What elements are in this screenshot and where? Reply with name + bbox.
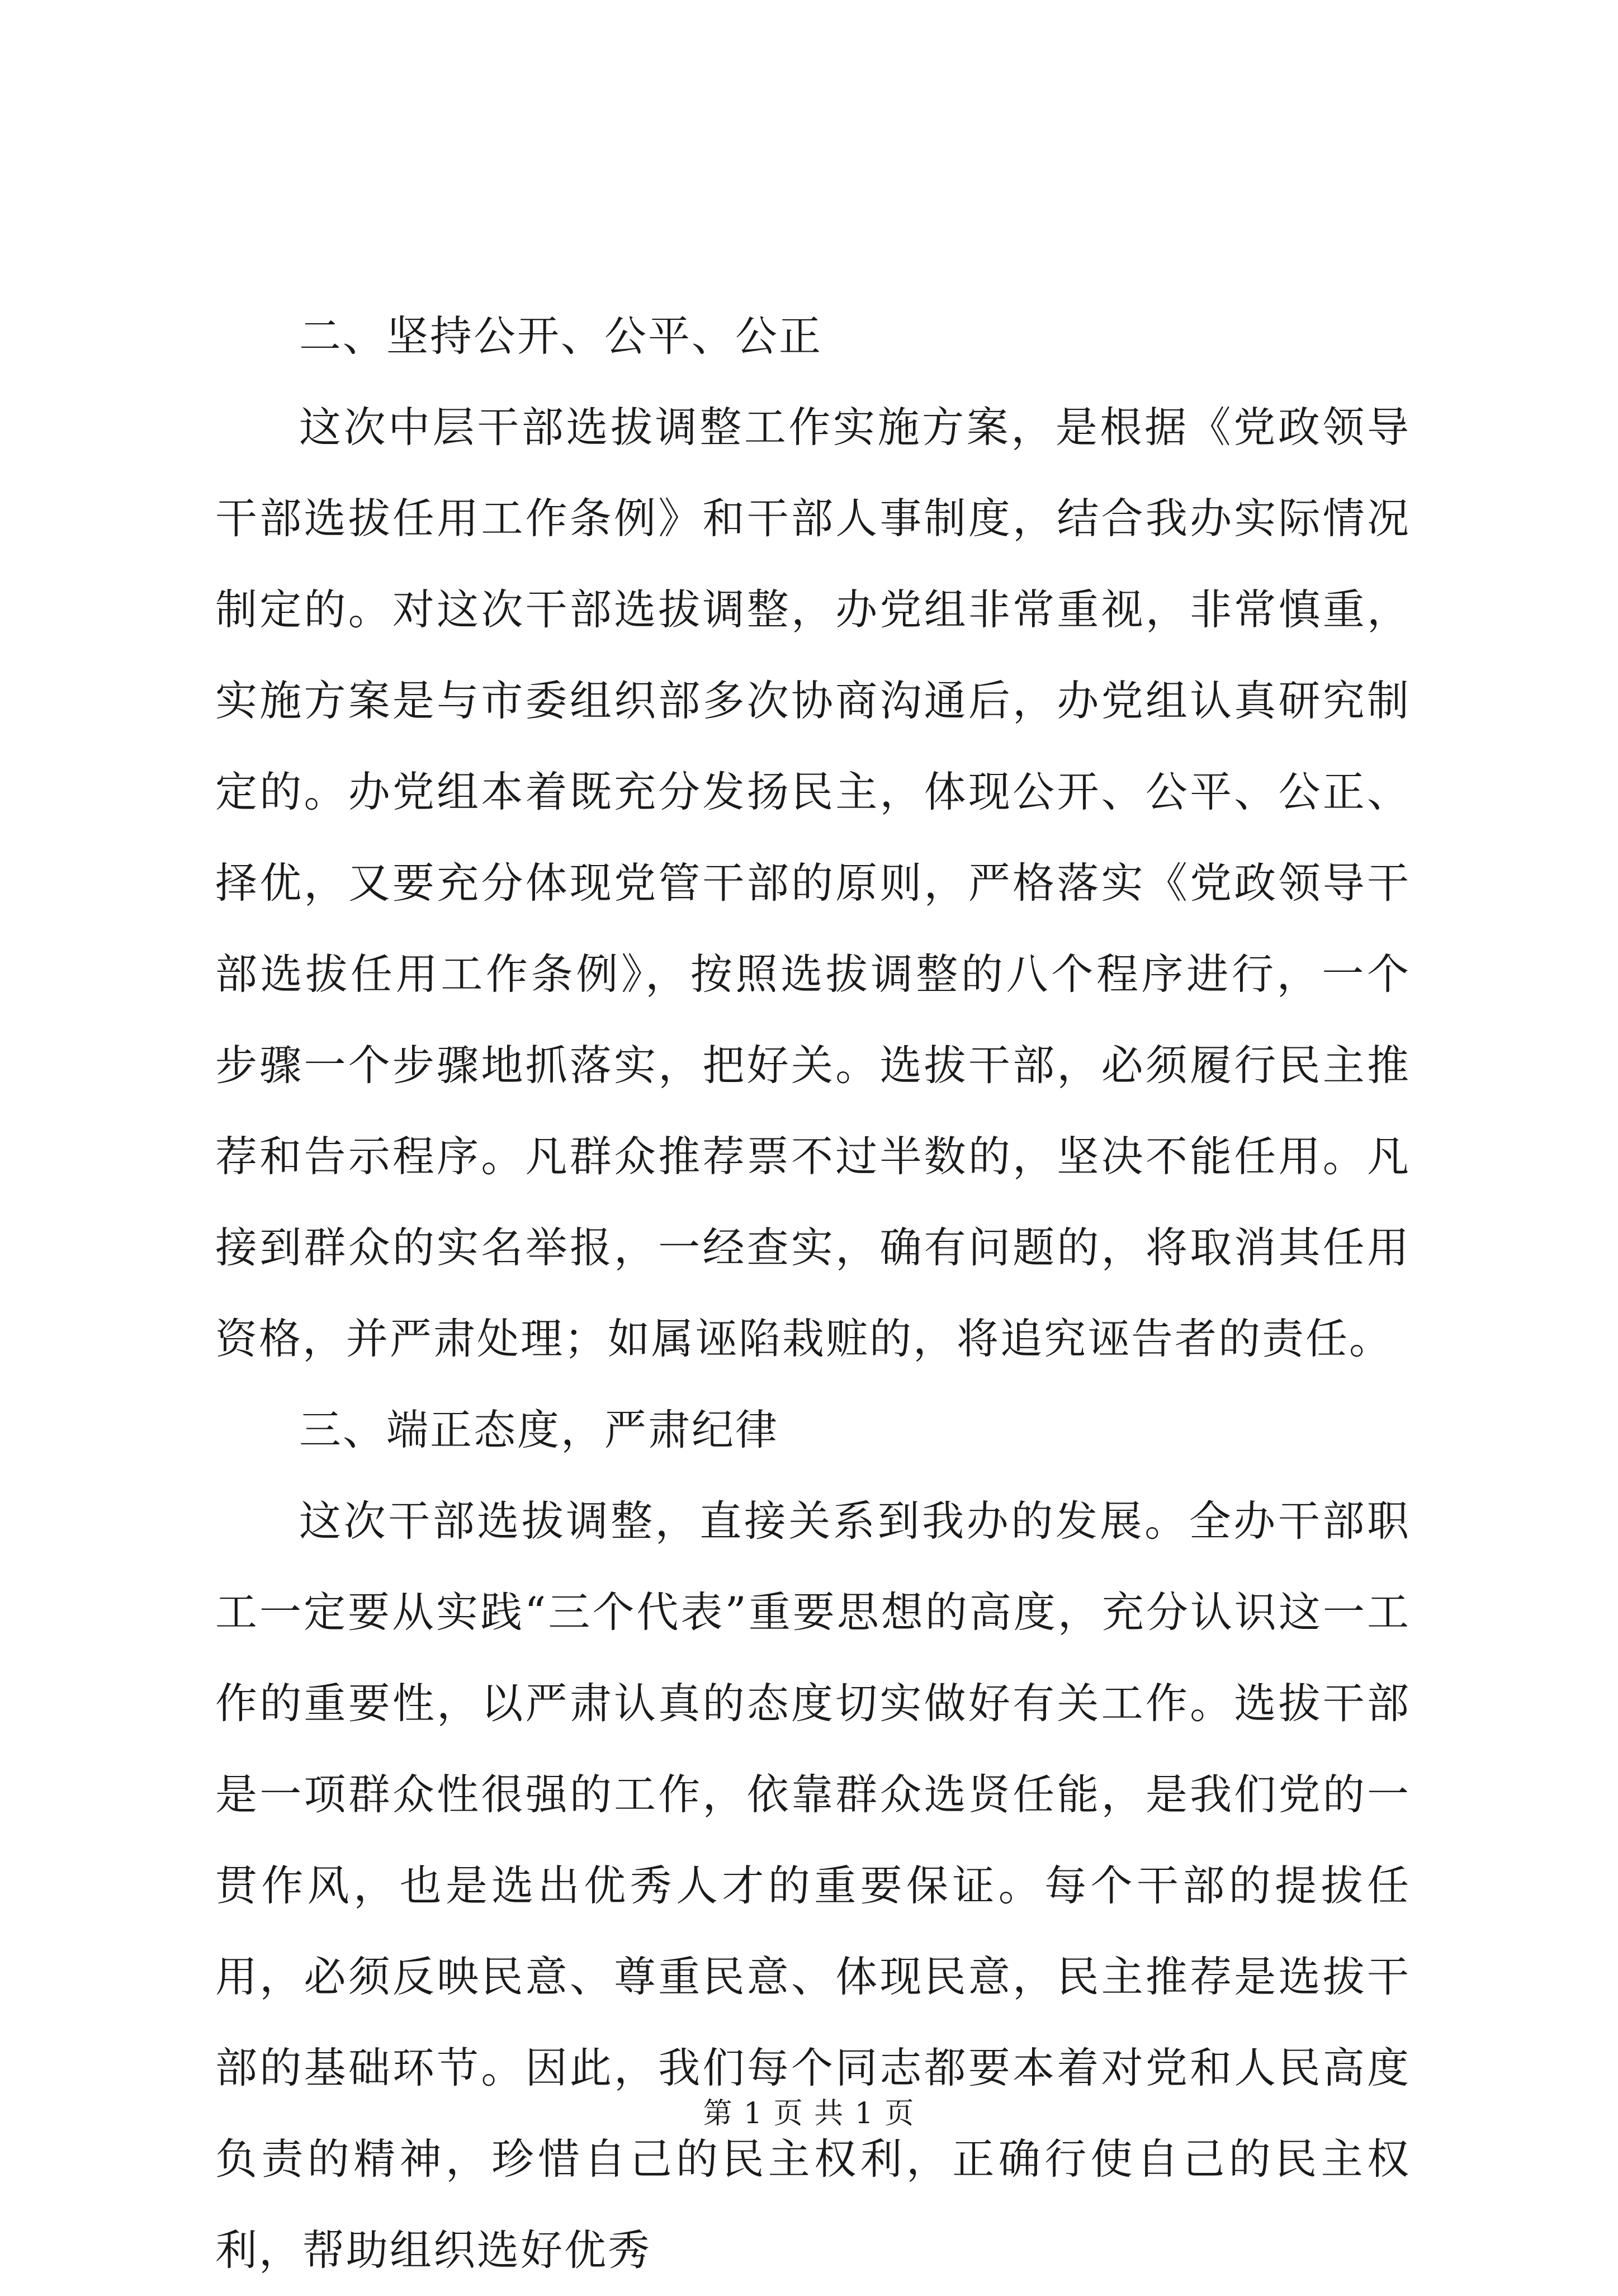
document-body <box>215 291 1411 2296</box>
page-footer: 第 1 页 共 1 页 <box>703 2097 915 2130</box>
section-heading-3: 三、端正态度，严肃纪律 <box>299 1405 779 1454</box>
section-heading-2: 二、坚持公开、公平、公正 <box>299 311 823 361</box>
section-paragraph-3: 这次干部选拔调整，直接关系到我办的发展。全办干部职工一定要从实践“三个代表”重要思想的高度，充分认识这一工作的重要性，以严肃认真的态度切实做好有关工作。选拔干部是一项群众性很强的工作，依靠群众选贤任能，是我们党的一贯作风，也是选出优秀人才的重要保证。每个干部的提拔任用，必须反映民意、尊重民意、体现民意，民主推荐是选拔干部的基础环节。因此，我们每个同志都要本着对党和人民高度负责的精神，珍惜自己的民主权利，正确行使自己的民主权利，帮助组织选好优秀 <box>215 1496 1411 2275</box>
section-paragraph-2: 这次中层干部选拔调整工作实施方案，是根据《党政领导干部选拔任用工作条例》和干部人事制度，结合我办实际情况制定的。对这次干部选拔调整，办党组非常重视，非常慎重，实施方案是与市委组织部多次协商沟通后，办党组认真研究制定的。办党组本着既充分发扬民主，体现公开、公平、公正、择优，又要充分体现党管干部的原则，严格落实《党政领导干部选拔任用工作条例》，按照选拔调整的八个程序进行，一个步骤一个步骤地抓落实，把好关。选拔干部，必须履行民主推荐和告示程序。凡群众推荐票不过半数的，坚决不能任用。凡接到群众的实名举报，一经查实，确有问题的，将取消其任用资格，并严肃处理；如属诬陷栽赃的，将追究诬告者的责任。 <box>215 403 1411 1363</box>
